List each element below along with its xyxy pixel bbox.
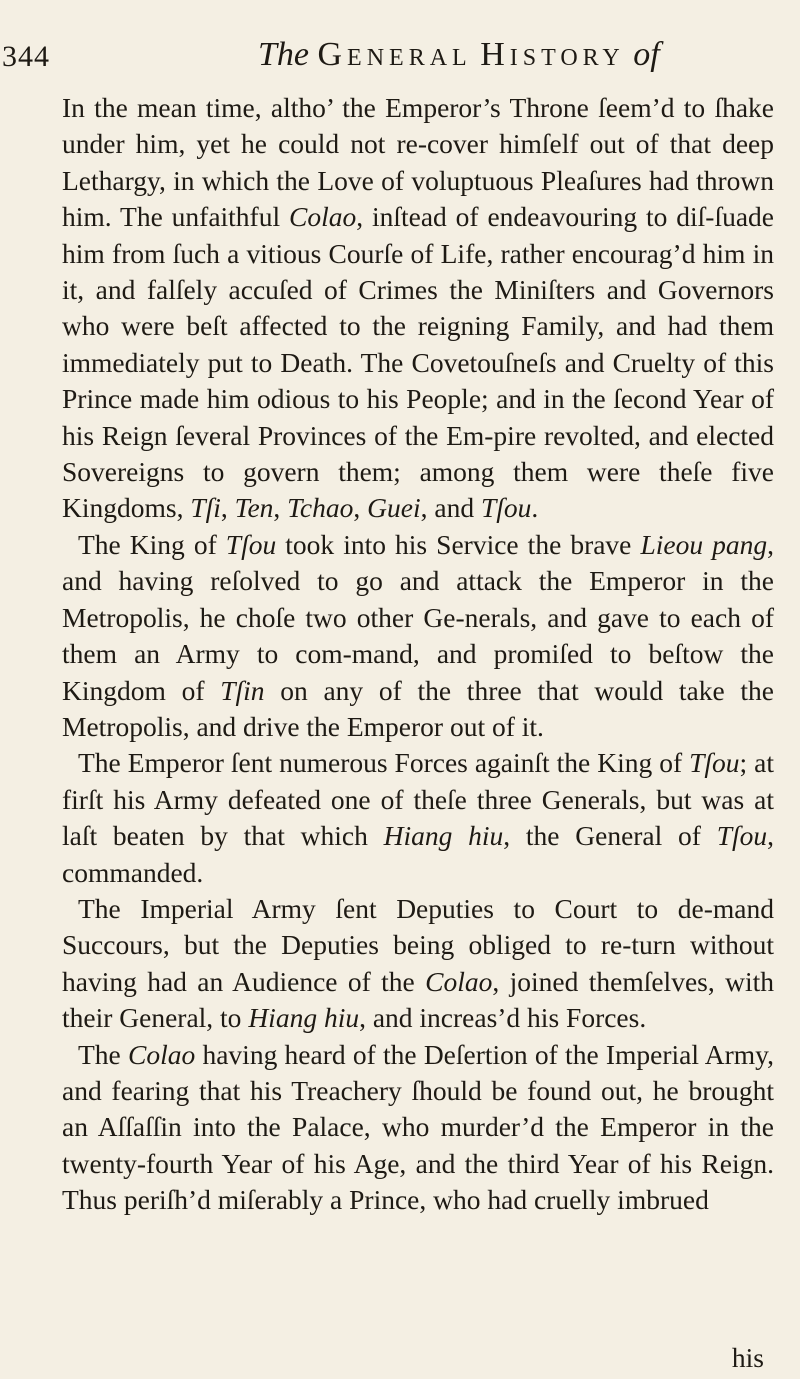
running-head-of: of [633, 36, 660, 73]
paragraph: The Emperor ſent numerous Forces againſt the King of Tſou; at firſt his Army defeated one of theſe three Generals, but was at laſt beaten by that which Hiang hiu, the General of Tſou, commanded. [62, 747, 775, 888]
running-head-the: The [258, 36, 309, 73]
paragraph: In the mean time, altho’ the Emperor’s Throne ſeem’d to ſhake under him, yet he could not re-cover himſelf out of that deep Lethargy, in which the Love of voluptuous Pleaſures had thrown him. The unfaithful Colao, inſtead of endeavouring to diſ-ſuade him from ſuch a vitious Courſe of Life, rather encourag’d him in it, and falſely accuſed of Crimes the Miniſters and Governors who were beſt affected to the reigning Family, and had them immediately put to Death. The Covetouſneſs and Cruelty of this Prince made him odious to his People; and in the ſecond Year of his Reign ſeveral Provinces of the Em-pire revolted, and elected Sovereigns to govern them; among them were theſe five Kingdoms, Tſi, Ten, Tchao, Guei, and Tſou. [62, 92, 774, 524]
running-head [258, 36, 660, 74]
body-text [62, 90, 774, 1219]
catchword: his [731, 1342, 764, 1373]
paragraph: The Colao having heard of the Deſertion of the Imperial Army, and fearing that his Treachery ſhould be found out, he brought an Aſſaſſin into the Palace, who murder’d the Emperor in the twenty-fourth Year of his Age, and the third Year of his Reign. Thus periſh’d miſerably a Prince, who had cruelly imbrued [62, 1038, 774, 1216]
running-head-history: History [480, 36, 625, 73]
paragraph: The Imperial Army ſent Deputies to Court to de-mand Succours, but the Deputies being obliged to re-turn without having had an Audience of the Colao, joined themſelves, with their General, to Hiang hiu, and increas’d his Forces. [62, 892, 774, 1034]
running-head-general: General [317, 36, 472, 73]
page-number: 344 [2, 40, 50, 73]
page-header [0, 36, 800, 86]
paragraph: The King of Tſou took into his Service the brave Lieou pang, and having reſolved to go and attack the Emperor in the Metropolis, he choſe two other Ge-nerals, and gave to each of them an Army to com-mand, and promiſed to beſtow the Kingdom of Tſin on any of the three that would take the Metropolis, and drive the Emperor out of it. [62, 528, 774, 742]
